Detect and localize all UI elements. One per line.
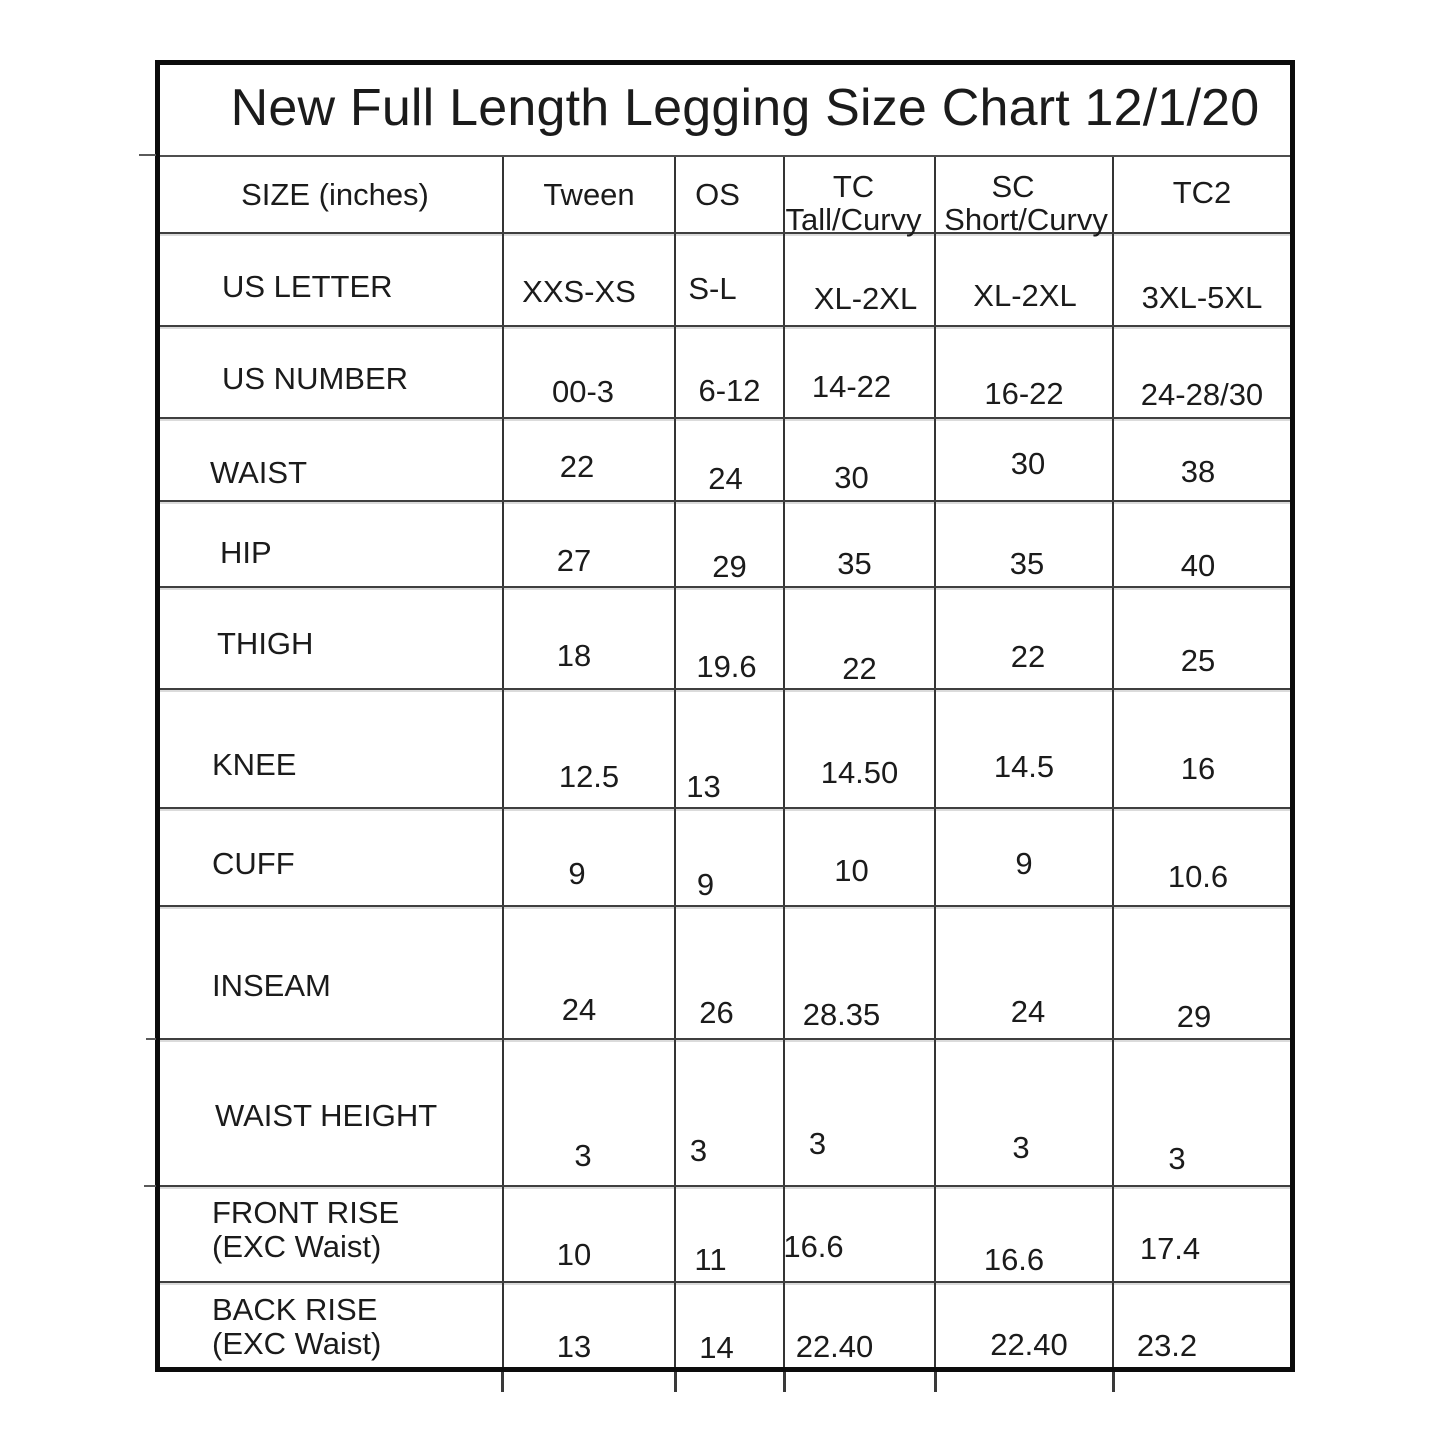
value-cell: 22.40 xyxy=(785,1283,936,1367)
value-cell: 24 xyxy=(676,419,785,500)
value-cell: 35 xyxy=(936,502,1114,586)
table-row-thigh xyxy=(160,588,1290,690)
value-cell: 13 xyxy=(676,690,785,807)
value-cell: 3 xyxy=(785,1040,936,1185)
value-cell: 22 xyxy=(936,588,1114,688)
value-cell: 23.2 xyxy=(1136,1328,1198,1363)
header-cell-os xyxy=(676,157,785,232)
value-cell: 16.6 xyxy=(936,1187,1114,1281)
header-os-label: OS xyxy=(695,176,740,212)
header-cell-sc xyxy=(936,157,1114,237)
value-cell: 3 xyxy=(676,1040,785,1185)
value-cell: XL-2XL xyxy=(785,234,936,325)
row-line-tick xyxy=(144,1185,156,1187)
row-label-cell xyxy=(160,502,504,586)
value-cell: 14.5 xyxy=(936,690,1114,807)
value-cell: XXS-XS xyxy=(504,234,676,325)
column-line-stub xyxy=(783,1372,786,1392)
header-sc-full: Short/Curvy xyxy=(944,201,1108,237)
row-label: KNEE xyxy=(212,746,297,782)
table-row-knee xyxy=(160,690,1290,809)
table-row-front-rise xyxy=(160,1187,1290,1283)
value-cell: 10.6 xyxy=(1167,859,1229,894)
row-label-cell xyxy=(160,1040,504,1185)
row-label-cell xyxy=(160,907,504,1038)
row-label: US LETTER xyxy=(222,268,393,304)
row-label: WAIST HEIGHT xyxy=(215,1097,438,1133)
row-label-cell xyxy=(160,419,504,500)
value-cell: 00-3 xyxy=(504,327,676,417)
row-label-cell xyxy=(160,690,504,807)
value-cell: 3XL-5XL xyxy=(1141,280,1263,315)
row-label-note: (EXC Waist) xyxy=(212,1229,382,1264)
value-cell: 17.4 xyxy=(1139,1231,1201,1266)
column-line-stub xyxy=(674,1372,677,1392)
header-cell-tc2 xyxy=(1114,157,1290,232)
row-label-cell xyxy=(160,809,504,905)
value-cell: 12.5 xyxy=(504,690,676,807)
value-cell: 30 xyxy=(936,419,1114,500)
table-row-us-letter xyxy=(160,234,1290,327)
value-cell: 9 xyxy=(504,809,676,905)
value-cell: 22.40 xyxy=(936,1283,1114,1367)
value-cell: 10 xyxy=(504,1187,676,1281)
row-label-cell xyxy=(160,327,504,417)
row-label: BACK RISE xyxy=(212,1292,378,1327)
page-title: New Full Length Legging Size Chart 12/1/20 xyxy=(230,79,1260,137)
value-cell: XL-2XL xyxy=(936,234,1114,325)
row-label-cell xyxy=(160,1283,504,1367)
row-label: US NUMBER xyxy=(222,361,409,396)
header-tc-full: Tall/Curvy xyxy=(785,201,922,237)
value-cell: 16-22 xyxy=(936,327,1114,417)
row-label: WAIST xyxy=(210,454,308,490)
row-label-note: (EXC Waist) xyxy=(212,1326,382,1361)
value-cell: 22 xyxy=(785,588,936,688)
table-row-waist xyxy=(160,419,1290,502)
value-cell: 16.6 xyxy=(785,1187,936,1281)
header-row xyxy=(160,157,1290,237)
value-cell: 13 xyxy=(504,1283,676,1367)
header-cell-tc xyxy=(785,157,936,237)
value-cell: 14 xyxy=(676,1283,785,1367)
table-row-hip xyxy=(160,502,1290,588)
header-size-label: SIZE (inches) xyxy=(241,176,429,212)
value-cell: 3 xyxy=(504,1040,676,1185)
value-cell: 9 xyxy=(936,809,1114,905)
row-label: HIP xyxy=(220,535,272,570)
table-row-waist-height xyxy=(160,1040,1290,1187)
value-cell: 26 xyxy=(676,907,785,1038)
value-cell: 22 xyxy=(504,419,676,500)
value-cell: 24-28/30 xyxy=(1140,377,1264,412)
header-cell-size xyxy=(160,157,504,232)
value-cell: 3 xyxy=(936,1040,1114,1185)
value-cell: 30 xyxy=(785,419,936,500)
value-cell: 40 xyxy=(1180,548,1216,583)
table-row-cuff xyxy=(160,809,1290,907)
column-line-stub xyxy=(1112,1372,1115,1392)
size-chart-table xyxy=(155,60,1295,1372)
header-sc-abbr: SC xyxy=(991,168,1035,204)
row-label: INSEAM xyxy=(212,967,331,1003)
table-row-inseam xyxy=(160,907,1290,1040)
row-line-tick xyxy=(139,154,156,156)
row-label-cell xyxy=(160,234,504,325)
row-line-tick xyxy=(146,1038,156,1040)
value-cell: 29 xyxy=(676,502,785,586)
value-cell: 29 xyxy=(1176,999,1212,1034)
value-cell: 38 xyxy=(1180,454,1216,489)
header-cell-tween xyxy=(504,157,676,232)
value-cell: 3 xyxy=(1168,1141,1186,1176)
value-cell: 28.35 xyxy=(785,907,936,1038)
header-tween-label: Tween xyxy=(543,176,635,212)
value-cell: S-L xyxy=(676,234,785,325)
value-cell: 25 xyxy=(1180,643,1216,678)
value-cell: 9 xyxy=(676,809,785,905)
row-label-cell xyxy=(160,588,504,688)
table-row-us-number xyxy=(160,327,1290,419)
value-cell: 10 xyxy=(785,809,936,905)
value-cell: 24 xyxy=(936,907,1114,1038)
header-tc2-label: TC2 xyxy=(1172,174,1232,210)
row-label: THIGH xyxy=(217,626,314,661)
value-cell: 19.6 xyxy=(676,588,785,688)
column-line-stub xyxy=(501,1372,504,1392)
value-cell: 16 xyxy=(1180,751,1216,786)
value-cell: 14.50 xyxy=(785,690,936,807)
value-cell: 11 xyxy=(676,1187,785,1281)
row-label: FRONT RISE xyxy=(212,1195,400,1230)
column-line-stub xyxy=(934,1372,937,1392)
value-cell: 14-22 xyxy=(785,327,936,417)
value-cell: 27 xyxy=(504,502,676,586)
value-cell: 6-12 xyxy=(676,327,785,417)
value-cell: 24 xyxy=(504,907,676,1038)
row-label-cell xyxy=(160,1187,504,1281)
value-cell: 35 xyxy=(785,502,936,586)
table-row-back-rise xyxy=(160,1283,1290,1367)
header-tc-abbr: TC xyxy=(832,168,875,204)
value-cell: 18 xyxy=(504,588,676,688)
title-row xyxy=(160,65,1290,157)
row-label: CUFF xyxy=(212,846,295,881)
